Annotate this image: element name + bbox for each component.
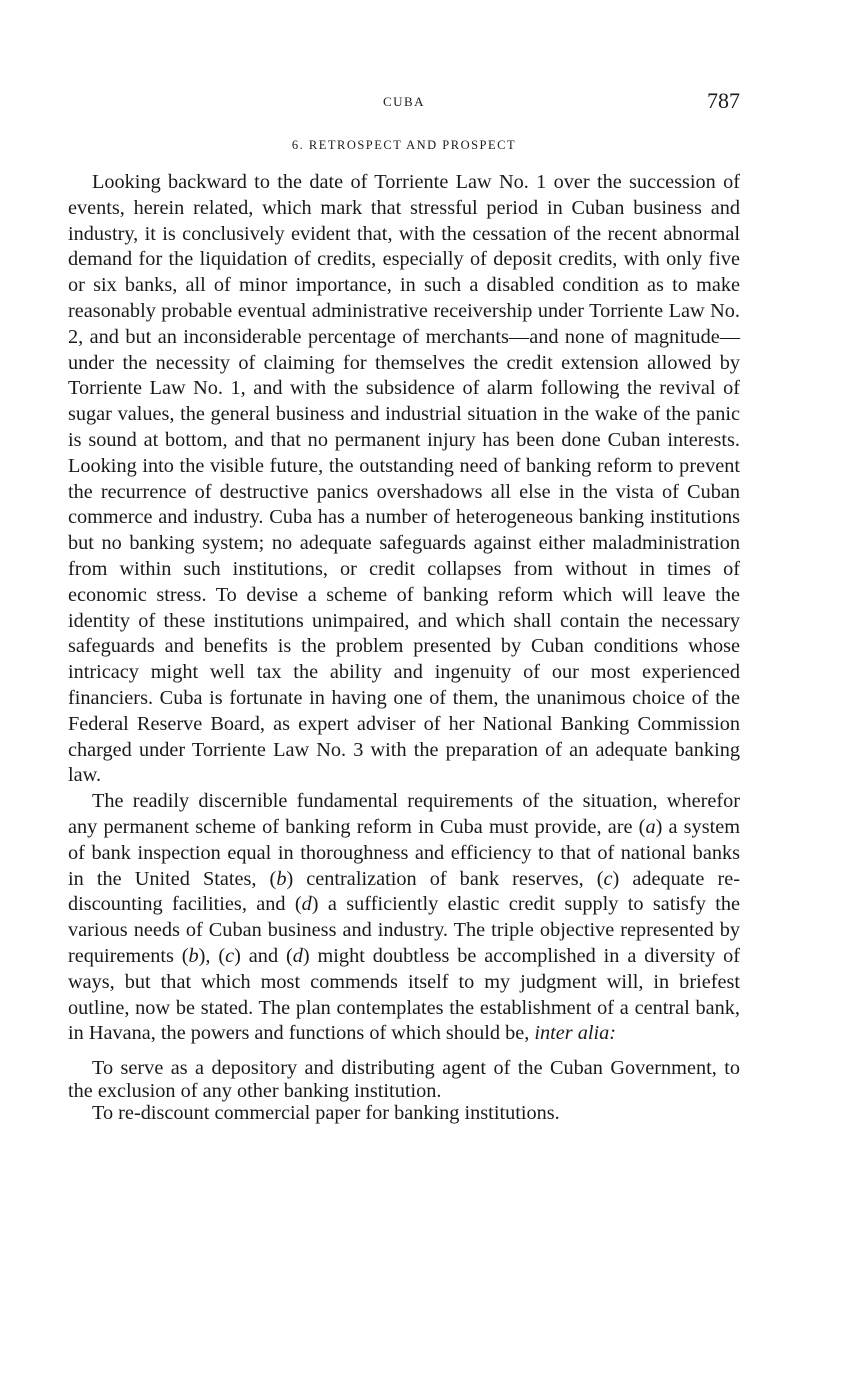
running-title: CUBA: [382, 94, 426, 109]
function-item-rediscount: To re-discount commercial paper for banking institutions.: [92, 1102, 560, 1125]
page-number: 787: [707, 88, 740, 113]
running-head: [68, 88, 740, 118]
body-text: [68, 170, 740, 1125]
function-item-depository: To serve as a depository and distributing agent of the Cuban Government, to the exclusion of any other banking institution.: [68, 1057, 740, 1102]
paragraph-requirements: The readily discernible fundamental requirements of the situation, wherefor any permanent scheme of banking reform in Cuba must provide, are (a) a system of bank inspection equal in thoroughness and efficiency to that of national banks in the United States, (b) centralization of bank reserves, (c) adequate re-discounting facilities, and (d) a sufficiently elastic credit supply to satisfy the various needs of Cuban business and industry. The triple objective represented by requirements (b), (c) and (d) might doubtless be accomplished in a diversity of ways, but that which most commends itself to my judgment will, in briefest outline, now be stated. The plan contemplates the establishment of a central bank, in Havana, the powers and functions of which should be, inter alia:: [68, 790, 741, 1045]
section-title: 6. RETROSPECT AND PROSPECT: [291, 138, 517, 152]
paragraph-retrospect: Looking backward to the date of Torriente Law No. 1 over the succession of events, herein related, which mark that stressful period in Cuban business and industry, it is conclusively evident that, with the cessation of the recent abnormal demand for the liquidation of credits, especially of deposit credits, with only five or six banks, all of minor importance, in such a disabled condition as to make reasonably probable eventual administrative receivership under Torriente Law No. 2, and but an inconsiderable percentage of merchants—and none of magnitude—under the necessity of claiming for themselves the credit extension allowed by Torriente Law No. 1, and with the subsidence of alarm following the revival of sugar values, the general business and industrial situation in the wake of the panic is sound at bottom, and that no permanent injury has been done Cuban interests. Looking into the visible future, the outstanding need of banking reform to prevent the recurrence of destructive panics overshadows all else in the vista of Cuban commerce and industry. Cuba has a number of heterogeneous banking institutions but no banking system; no adequate safeguards against either maladministration from within such institutions, or credit collapses from without in times of economic stress. To devise a scheme of banking reform which will leave the identity of these institutions unimpaired, and which shall contain the necessary safeguards and benefits is the problem presented by Cuban conditions whose intricacy might well tax the ability and ingenuity of our most experienced financiers. Cuba is fortunate in having one of them, the unanimous choice of the Federal Reserve Board, as expert adviser of her National Banking Commission charged under Torriente Law No. 3 with the preparation of an adequate banking law.: [68, 171, 740, 787]
